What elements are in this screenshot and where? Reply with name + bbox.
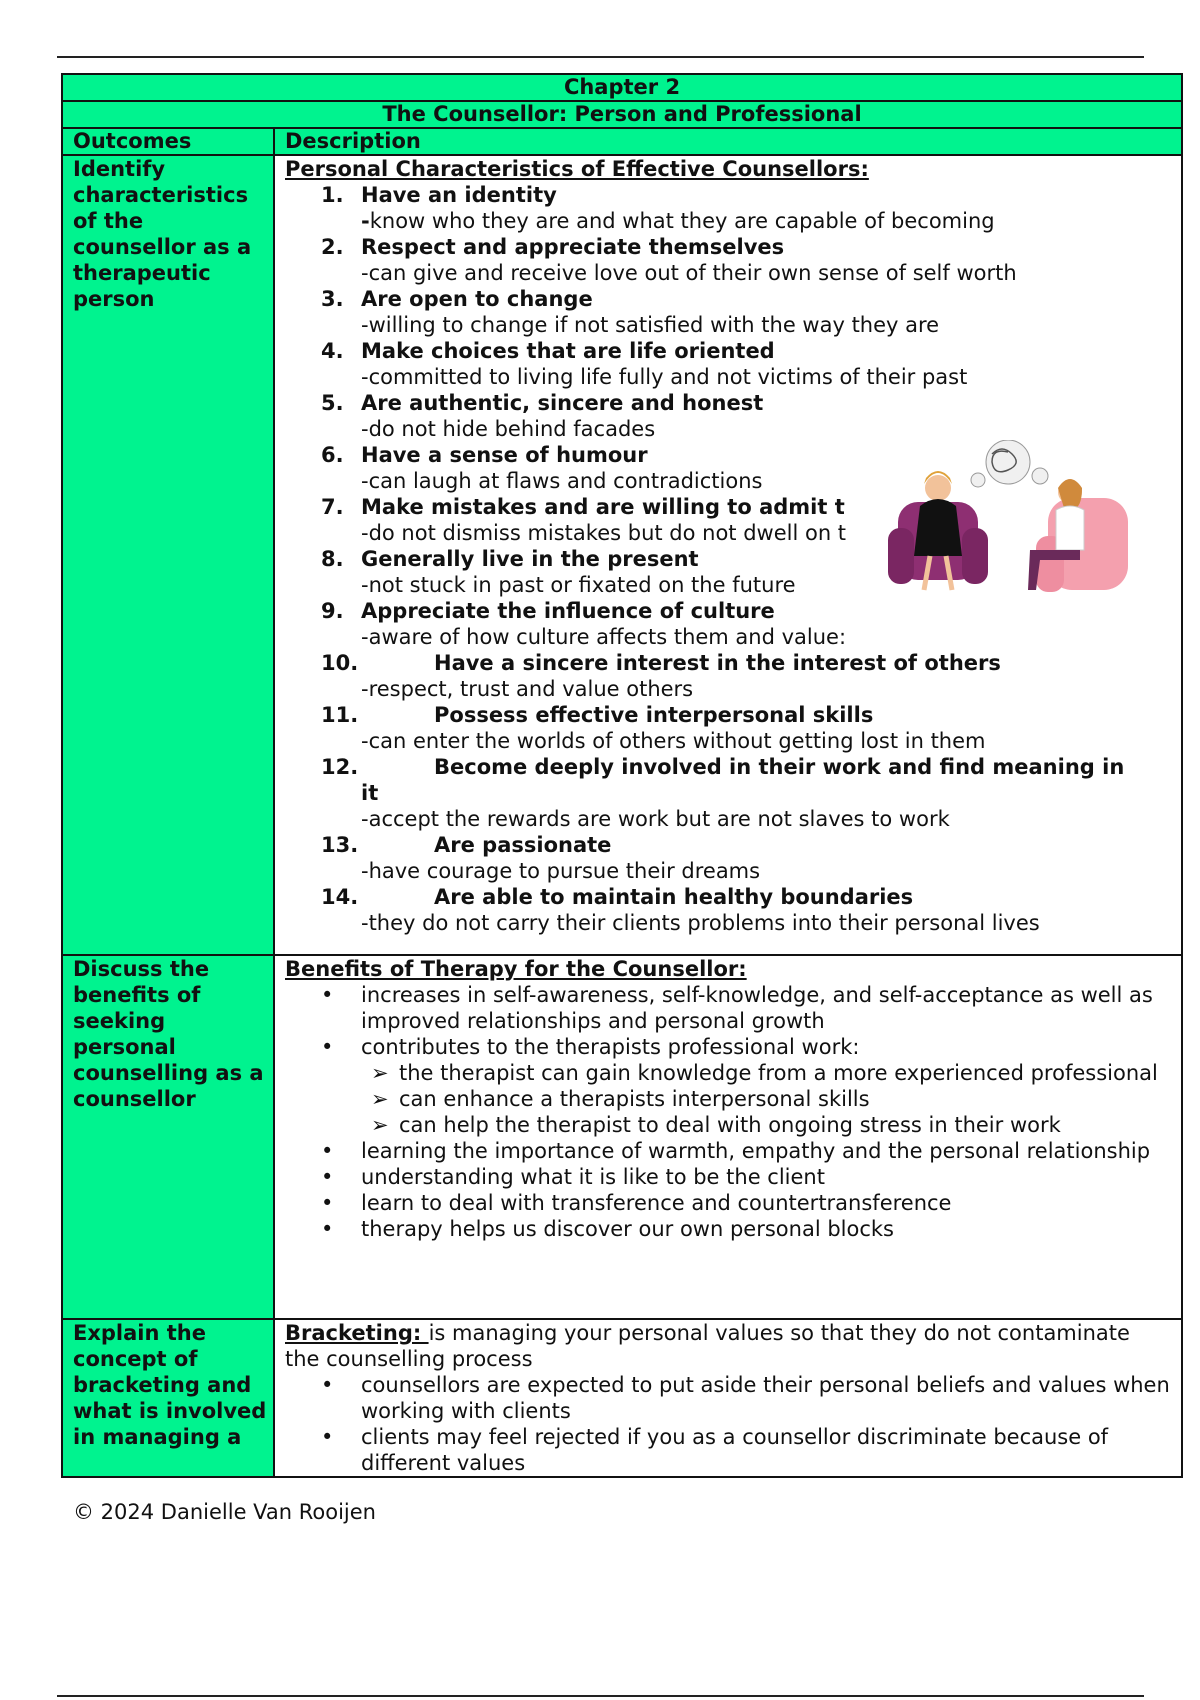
item-description: -respect, trust and value others bbox=[361, 677, 694, 701]
outcomes-header: Outcomes bbox=[62, 128, 274, 155]
outcome-characteristics: Identify characteristics of the counsellor as a therapeutic person bbox=[62, 155, 274, 955]
description-benefits bbox=[274, 955, 1182, 1319]
list-item: • therapy helps us discover our own personal blocks bbox=[321, 1217, 894, 1241]
top-rule bbox=[57, 56, 1144, 58]
list-item: • contributes to the therapists professional work: bbox=[321, 1035, 860, 1059]
list-item: 1. Have an identity bbox=[321, 183, 557, 207]
list-item: 5. Are authentic, sincere and honest bbox=[321, 391, 764, 415]
list-item: 10. Have a sincere interest in the interest of others bbox=[321, 651, 1001, 675]
list-item: 13. Are passionate bbox=[321, 833, 612, 857]
list-item: 8. Generally live in the present bbox=[321, 547, 699, 571]
sub-list-item: ➢ can help the therapist to deal with ongoing stress in their work bbox=[371, 1113, 1061, 1137]
outcome-benefits: Discuss the benefits of seeking personal counselling as a counsellor bbox=[62, 955, 274, 1319]
counselling-illustration bbox=[880, 440, 1140, 600]
list-item: 4. Make choices that are life oriented bbox=[321, 339, 775, 363]
list-item: 11. Possess effective interpersonal skills bbox=[321, 703, 874, 727]
item-description: -not stuck in past or fixated on the future bbox=[361, 573, 796, 597]
list-item: 12. Become deeply involved in their work and find meaning in bbox=[321, 755, 1125, 779]
therapy-session-icon bbox=[880, 440, 1140, 600]
list-item: 9. Appreciate the influence of culture bbox=[321, 599, 775, 623]
list-item: • increases in self-awareness, self-knowledge, and self-acceptance as well as improved relationships and personal growth bbox=[321, 983, 1153, 1033]
sub-list-item: ➢ the therapist can gain knowledge from a more experienced professional bbox=[371, 1061, 1158, 1085]
sub-list-item: ➢ can enhance a therapists interpersonal skills bbox=[371, 1087, 870, 1111]
list-item: 3. Are open to change bbox=[321, 287, 593, 311]
section-title: Benefits of Therapy for the Counsellor: bbox=[285, 957, 747, 981]
chapter-table bbox=[61, 73, 1183, 1478]
item-description: -committed to living life fully and not victims of their past bbox=[361, 365, 968, 389]
item-description: -can give and receive love out of their own sense of self worth bbox=[361, 261, 1017, 285]
list-item: • learning the importance of warmth, empathy and the personal relationship bbox=[321, 1139, 1151, 1163]
list-item: 2. Respect and appreciate themselves bbox=[321, 235, 785, 259]
section-title: Personal Characteristics of Effective Counsellors: bbox=[285, 157, 869, 181]
description-header: Description bbox=[274, 128, 1182, 155]
item-description: -know who they are and what they are capable of becoming bbox=[361, 209, 995, 233]
item-description: -accept the rewards are work but are not slaves to work bbox=[361, 807, 950, 831]
list-item: • clients may feel rejected if you as a counsellor discriminate because of different values bbox=[321, 1425, 1109, 1475]
item-description: -do not hide behind facades bbox=[361, 417, 656, 441]
item-description: -aware of how culture affects them and value: bbox=[361, 625, 847, 649]
list-item: • counsellors are expected to put aside their personal beliefs and values when working with clients bbox=[321, 1373, 1170, 1423]
list-item: • learn to deal with transference and countertransference bbox=[321, 1191, 952, 1215]
list-item: 6. Have a sense of humour bbox=[321, 443, 648, 467]
item-description: -willing to change if not satisfied with the way they are bbox=[361, 313, 940, 337]
item-description: -can enter the worlds of others without getting lost in them bbox=[361, 729, 986, 753]
item-description: -have courage to pursue their dreams bbox=[361, 859, 761, 883]
item-description: -do not dismiss mistakes but do not dwell on t bbox=[361, 521, 847, 545]
bracketing-term: Bracketing: bbox=[285, 1321, 429, 1345]
bottom-rule bbox=[57, 1695, 1144, 1697]
description-bracketing bbox=[274, 1319, 1182, 1477]
item-description: -they do not carry their clients problems into their personal lives bbox=[361, 911, 1040, 935]
copyright-footer: © 2024 Danielle Van Rooijen bbox=[73, 1500, 376, 1524]
list-item: 14. Are able to maintain healthy boundaries bbox=[321, 885, 914, 909]
item-title-continued: it bbox=[361, 781, 379, 805]
outcome-bracketing: Explain the concept of bracketing and what is involved in managing a bbox=[62, 1319, 274, 1477]
list-item: 7. Make mistakes and are willing to admit t bbox=[321, 495, 845, 519]
bracketing-definition: Bracketing: is managing your personal values so that they do not contaminate the counselling process bbox=[285, 1321, 1130, 1371]
item-description: -can laugh at flaws and contradictions bbox=[361, 469, 763, 493]
list-item: • understanding what it is like to be the client bbox=[321, 1165, 825, 1189]
chapter-number: Chapter 2 bbox=[62, 74, 1182, 101]
chapter-title: The Counsellor: Person and Professional bbox=[62, 101, 1182, 128]
